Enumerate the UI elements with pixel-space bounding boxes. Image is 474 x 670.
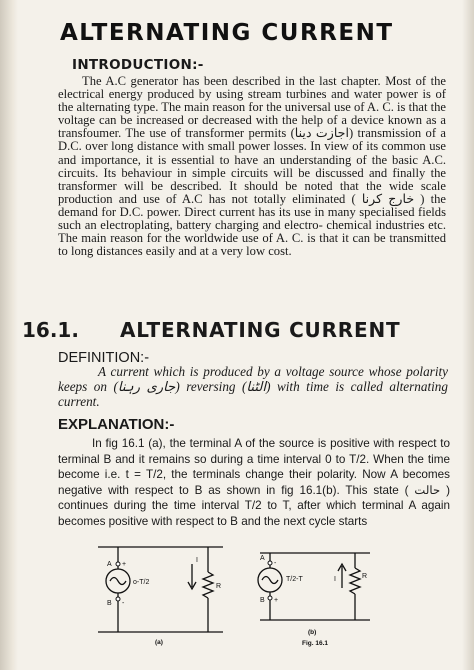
definition-block [58, 364, 448, 409]
terminal-a-label: A [107, 561, 112, 568]
explanation-heading: EXPLANATION:- [58, 416, 175, 433]
source-interval-label: o-T/2 [133, 579, 150, 586]
figure-b-caption: (b) [308, 629, 317, 636]
section-heading [22, 318, 400, 342]
figure-caption: Fig. 16.1 [302, 640, 329, 647]
page-binding-shadow [0, 0, 18, 670]
resistor-label: R [216, 583, 222, 590]
explanation-text: In fig 16.1 (a), the terminal A of the source is positive with respect to terminal B and it remains so during a time interval 0 to T/2. When the time become i.e. t = T/2, the terminals change their polarity. Now A becomes negative with respect to B as shown in fig 16.1(b). This state ( حالت ) continues during the time interval T/2 to T, after which terminal A again becomes positive with respect to B and the next cycle starts [58, 437, 451, 528]
current-label: I [196, 557, 198, 564]
terminal-b-label: B [107, 600, 112, 607]
section-number: 16.1. [22, 318, 79, 342]
explanation-block [58, 436, 450, 530]
introduction-paragraph [58, 75, 446, 258]
terminal-a-polarity: + [122, 561, 127, 568]
source-interval-label-b: T/2-T [286, 576, 303, 583]
current-label-b: I [334, 576, 336, 583]
figure-a-caption: (a) [155, 639, 163, 646]
terminal-b-polarity-b: + [274, 597, 279, 604]
chapter-title: ALTERNATING CURRENT [60, 20, 394, 46]
terminal-b-label-b: B [260, 597, 265, 604]
definition-text: A current which is produced by a voltage source whose polarity keeps on (جاری رہنا) reversing (الٹنا) with time is called alternating current. [58, 364, 448, 409]
definition-heading: DEFINITION:- [58, 350, 150, 366]
terminal-a-polarity-b: - [274, 560, 277, 567]
page-edge-shadow [462, 0, 474, 670]
introduction-heading: INTRODUCTION:- [72, 57, 204, 73]
resistor-label-b: R [362, 573, 368, 580]
circuit-diagram-b [250, 548, 400, 652]
terminal-a-label-b: A [260, 555, 265, 562]
section-title: ALTERNATING CURRENT [120, 318, 401, 342]
terminal-b-polarity: - [122, 600, 125, 607]
introduction-text: The A.C generator has been described in the last chapter. Most of the electrical energy produced by using stream turbines and water power is of the alternating type. The main reason for the universal use of A. C. is that the voltage can be increased or decreased with the help of a device known as a transfoumer. The use of transformer permits (اجازت دینا) transmission of a D.C. over long distance with small power losses. In view of its common use and importance, it is essential to have an understanding of the basic A.C. circuits. Its behaviour in simple circuits will be discussed and finally the transformer will be described. It should be noted that the wide scale production and use of A.C has not totally eliminated ( خارج کرنا ) the demand for D.C. power. Direct current has its use in many specialised fields such an electroplating, battery charging and electro- chemical industries etc. The main reason for the worldwide use of A. C. is that it can be transmitted to long distances easily and at a very low cost. [58, 74, 446, 259]
circuit-diagram-a [88, 542, 238, 646]
